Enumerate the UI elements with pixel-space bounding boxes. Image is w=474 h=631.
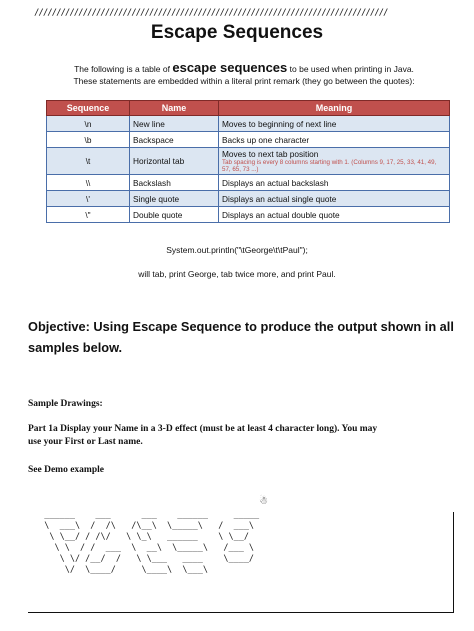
header-meaning: Meaning bbox=[219, 101, 450, 116]
ascii-art-name: ______ ___ ___ ______ _____ \ ___\ / /\ /\__\ \_____\ / ___\ \ \__/ / /\/ \ \_\ ______ \ \__/ \ \ / / ___ \ __\ \_____\ /___ \ \ \/ /__/ / \ \___ ____ \____/ \/ \____/ \____\ \___\ bbox=[44, 510, 260, 575]
demo-label: See Demo example bbox=[28, 465, 104, 475]
cell-meaning: Backs up one character bbox=[219, 132, 450, 148]
table-row bbox=[47, 116, 450, 132]
cell-name: Backspace bbox=[130, 132, 219, 148]
snowman-icon: ☃ bbox=[259, 496, 268, 507]
tab-note: Tab spacing is every 8 columns starting with 1. (Columns 9, 17, 25, 33, 41, 49, 57, 65, 73 ...) bbox=[222, 159, 437, 173]
cell-sequence: \" bbox=[47, 207, 130, 223]
intro-line1-pre: The following is a table of bbox=[74, 64, 170, 74]
cell-meaning bbox=[219, 148, 450, 175]
intro-emphasis: escape sequences bbox=[172, 60, 288, 75]
header-sequence: Sequence bbox=[47, 101, 130, 116]
intro-text bbox=[34, 62, 454, 87]
table-row bbox=[47, 207, 450, 223]
objective-heading: Objective: Using Escape Sequence to produce the output shown in all samples below. bbox=[28, 319, 454, 355]
table-header-row bbox=[47, 101, 450, 116]
code-result: will tab, print George, tab twice more, and print Paul. bbox=[138, 269, 336, 279]
cell-name: New line bbox=[130, 116, 219, 132]
part1-instructions: Part 1a Display your Name in a 3-D effect (must be at least 4 character long). You may use your First or Last name. bbox=[28, 424, 378, 447]
cell-sequence: \n bbox=[47, 116, 130, 132]
header-name: Name bbox=[130, 101, 219, 116]
meaning-text: Moves to next tab position bbox=[222, 149, 319, 159]
cell-sequence: \t bbox=[47, 148, 130, 175]
table-row bbox=[47, 132, 450, 148]
page-title: Escape Sequences bbox=[150, 22, 324, 43]
intro-line1-post: to be used when printing in Java. bbox=[289, 64, 414, 74]
cell-meaning: Displays an actual single quote bbox=[219, 191, 450, 207]
samples-heading: Sample Drawings: bbox=[28, 399, 103, 409]
cell-sequence: \' bbox=[47, 191, 130, 207]
code-example: System.out.println("\tGeorge\t\tPaul"); bbox=[166, 245, 308, 255]
escape-sequence-table bbox=[46, 100, 450, 223]
cell-name: Single quote bbox=[130, 191, 219, 207]
cell-name: Backslash bbox=[130, 175, 219, 191]
cell-sequence: \b bbox=[47, 132, 130, 148]
cell-name: Horizontal tab bbox=[130, 148, 219, 175]
cell-meaning: Displays an actual double quote bbox=[219, 207, 450, 223]
cell-meaning: Moves to beginning of next line bbox=[219, 116, 450, 132]
cell-meaning: Displays an actual backslash bbox=[219, 175, 450, 191]
table-row bbox=[47, 148, 450, 175]
decorative-rule: //////////////////////////////////////////////////////////////////////////////// bbox=[34, 8, 388, 18]
table-row bbox=[47, 175, 450, 191]
table-row bbox=[47, 191, 450, 207]
intro-line2: These statements are embedded within a literal print remark (they go between the quotes): bbox=[73, 76, 415, 86]
cell-sequence: \\ bbox=[47, 175, 130, 191]
cell-name: Double quote bbox=[130, 207, 219, 223]
